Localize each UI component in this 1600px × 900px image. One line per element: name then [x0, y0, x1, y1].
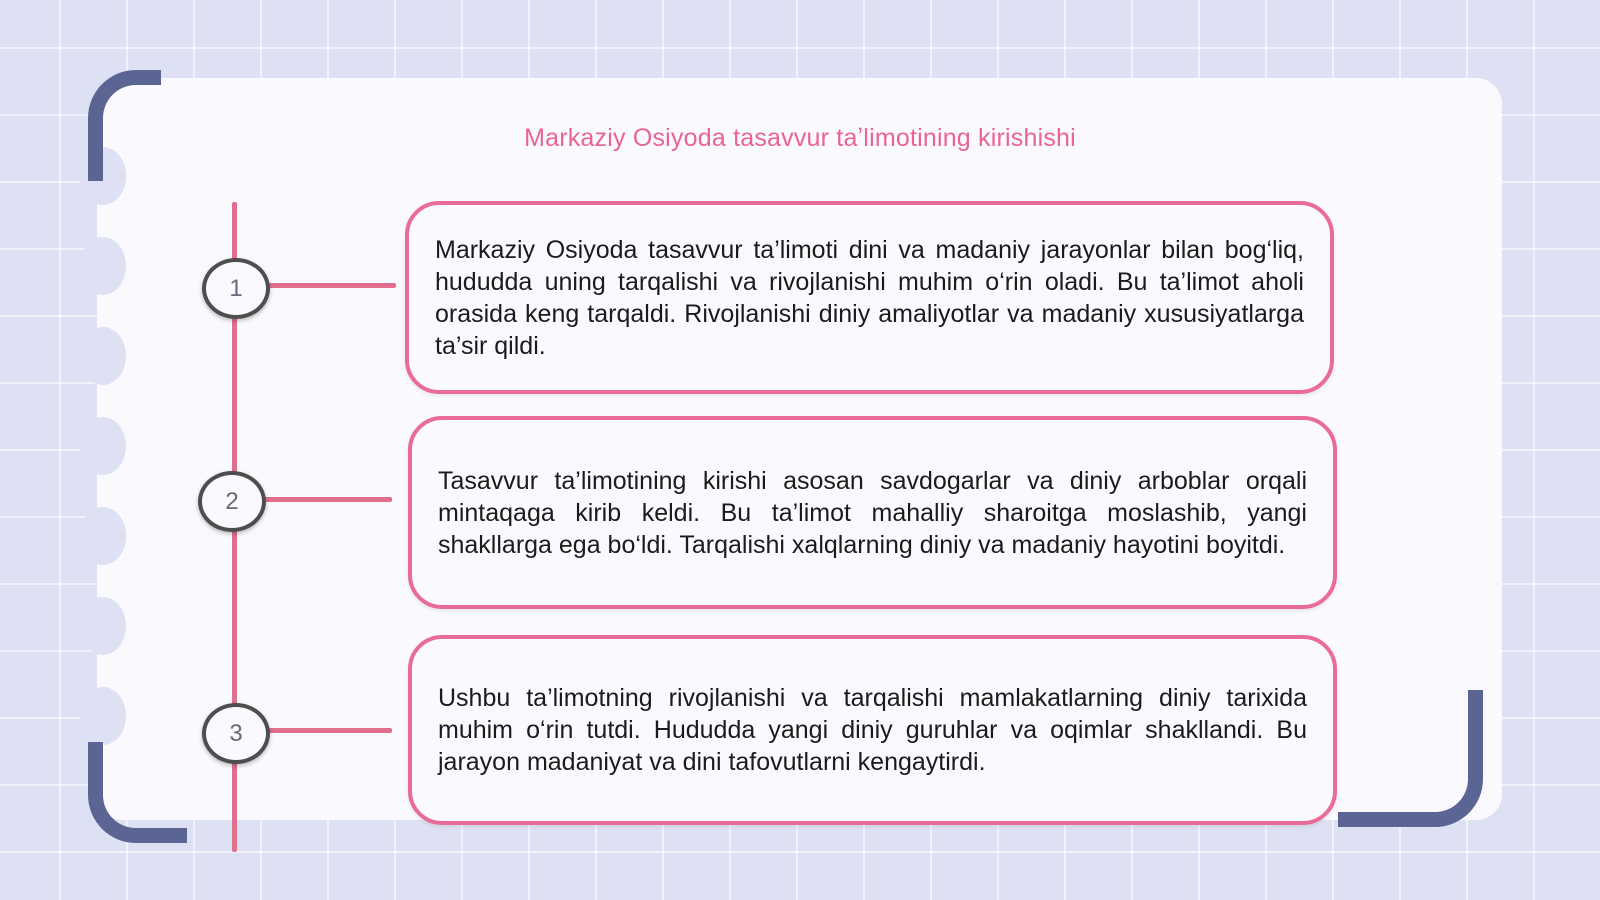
- slide-title: Markaziy Osiyoda tasavvur taʼlimotining kirishishi: [524, 124, 1076, 152]
- timeline-box-3: [408, 635, 1337, 825]
- timeline-box-2: [408, 416, 1337, 609]
- page-notch: [80, 417, 126, 475]
- page-notch: [80, 327, 126, 385]
- page-notch: [80, 237, 126, 295]
- frame-corner-bottom-right: [1338, 690, 1483, 827]
- frame-corner-bottom-left: [88, 742, 187, 843]
- timeline-text-1: Markaziy Osiyoda tasavvur ta’limoti dini va madaniy jarayonlar bilan bog‘liq, hududda uning tarqalishi va rivojlanishi muhim o‘rin oladi. Bu ta’limot aholi orasida keng tarqaldi. Rivojlanishi diniy amaliyotlar va madaniy xususiyatlarga ta’sir qildi.: [435, 235, 1304, 360]
- timeline-text-3: Ushbu ta’limotning rivojlanishi va tarqalishi mamlakatlarning diniy tarixida muhim o‘rin tutdi. Hududda yangi diniy guruhlar va oqimlar shakllandi. Bu jarayon madaniyat va dini tafovutlarni kengaytirdi.: [438, 684, 1307, 776]
- timeline-connector: [262, 497, 392, 502]
- page-notch: [80, 687, 126, 745]
- timeline-box-1: [405, 201, 1334, 394]
- timeline-marker-1: 1: [202, 258, 270, 319]
- timeline-connector: [268, 283, 396, 288]
- timeline-marker-2: 2: [198, 471, 266, 532]
- page-notch: [80, 507, 126, 565]
- page-notch: [80, 597, 126, 655]
- timeline-text-2: Tasavvur ta’limotining kirishi asosan savdogarlar va diniy arboblar orqali mintaqaga kirib keldi. Bu ta’limot mahalliy sharoitga moslashib, yangi shakllarga ega bo‘ldi. Tarqalishi xalqlarning diniy va madaniy hayotini boyitdi.: [438, 466, 1307, 559]
- timeline-connector: [266, 728, 392, 733]
- timeline-marker-3: 3: [202, 703, 270, 764]
